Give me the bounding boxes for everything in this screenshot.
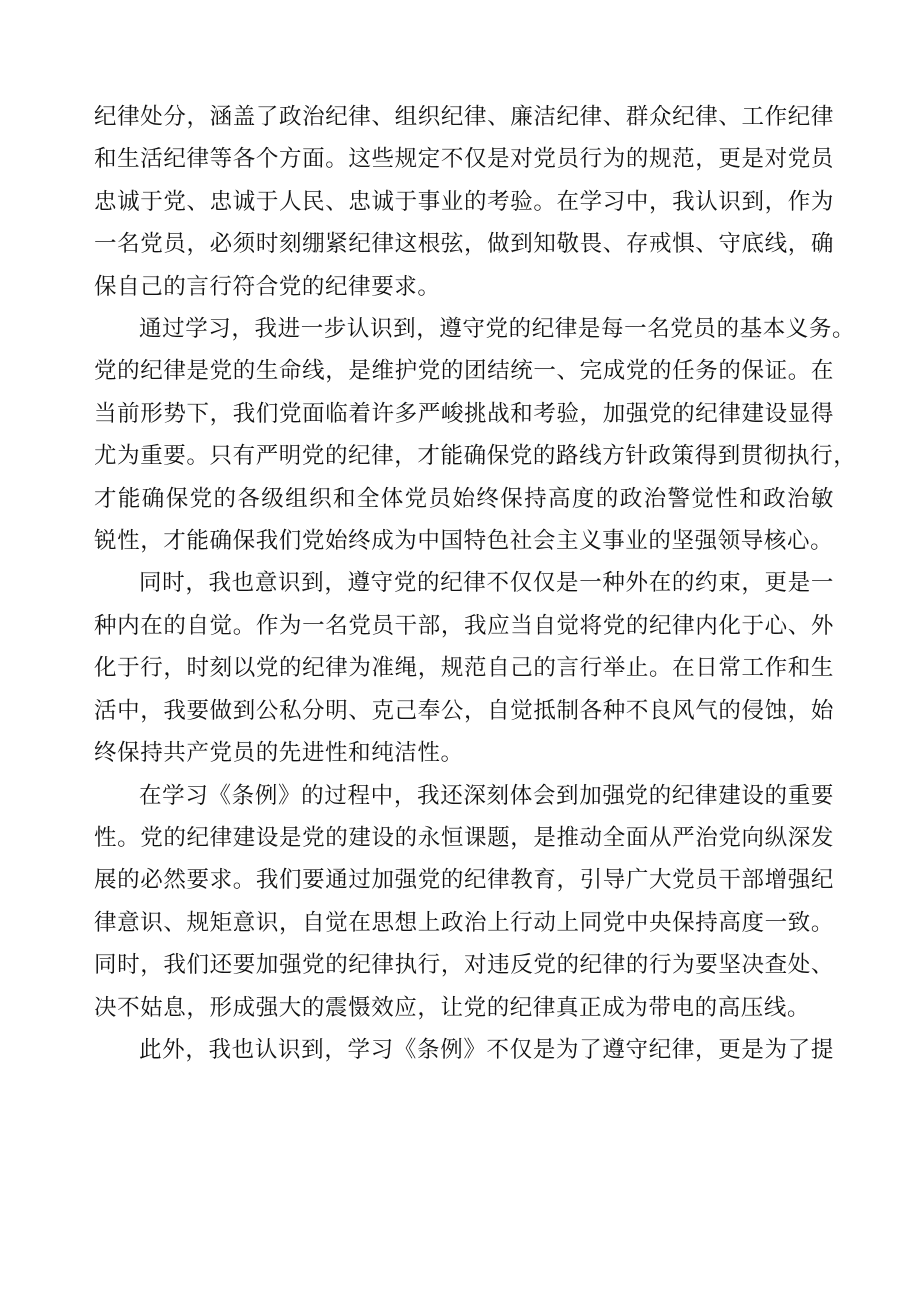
paragraph-1 (94, 96, 834, 308)
text-line: 此外，我也认识到，学习《条例》不仅是为了遵守纪律，更是为了提 (139, 1036, 834, 1063)
text-line: 同时，我们还要加强党的纪律执行，对违反党的纪律的行为要坚决查处、 (94, 952, 834, 979)
text-line: 种内在的自觉。作为一名党员干部，我应当自觉将党的纪律内化于心、外 (94, 612, 834, 639)
text-line: 律意识、规矩意识，自觉在思想上政治上行动上同党中央保持高度一致。 (94, 909, 834, 936)
text-line: 终保持共产党员的先进性和纯洁性。 (94, 740, 464, 767)
text-line: 性。党的纪律建设是党的建设的永恒课题，是推动全面从严治党向纵深发 (94, 824, 834, 851)
text-line: 同时，我也意识到，遵守党的纪律不仅仅是一种外在的约束，更是一 (139, 570, 834, 597)
paragraph-4 (94, 775, 834, 1029)
text-line: 保自己的言行符合党的纪律要求。 (94, 273, 441, 300)
text-line: 展的必然要求。我们要通过加强党的纪律教育，引导广大党员干部增强纪 (94, 867, 834, 894)
text-line: 在学习《条例》的过程中，我还深刻体会到加强党的纪律建设的重要 (139, 782, 834, 809)
text-line: 通过学习，我进一步认识到，遵守党的纪律是每一名党员的基本义务。 (139, 316, 856, 343)
text-line: 党的纪律是党的生命线，是维护党的团结统一、完成党的任务的保证。在 (94, 358, 834, 385)
text-line: 锐性，才能确保我们党始终成为中国特色社会主义事业的坚强领导核心。 (94, 528, 834, 555)
document-body (94, 96, 857, 1071)
text-line: 忠诚于党、忠诚于人民、忠诚于事业的考验。在学习中，我认识到，作为 (94, 188, 834, 215)
paragraph-5 (94, 1029, 834, 1071)
text-line: 尤为重要。只有严明党的纪律，才能确保党的路线方针政策得到贯彻执行， (94, 443, 857, 470)
text-line: 纪律处分，涵盖了政治纪律、组织纪律、廉洁纪律、群众纪律、工作纪律 (94, 104, 834, 130)
text-line: 才能确保党的各级组织和全体党员始终保持高度的政治警觉性和政治敏 (94, 485, 834, 512)
text-line: 决不姑息，形成强大的震慑效应，让党的纪律真正成为带电的高压线。 (94, 994, 811, 1021)
text-line: 当前形势下，我们党面临着许多严峻挑战和考验，加强党的纪律建设显得 (94, 400, 834, 427)
text-line: 和生活纪律等各个方面。这些规定不仅是对党员行为的规范，更是对党员 (94, 146, 834, 173)
paragraph-2 (94, 308, 857, 562)
text-line: 化于行，时刻以党的纪律为准绳，规范自己的言行举止。在日常工作和生 (94, 655, 834, 682)
text-line: 一名党员，必须时刻绷紧纪律这根弦，做到知敬畏、存戒惧、守底线，确 (94, 231, 834, 258)
paragraph-3 (94, 562, 834, 774)
text-line: 活中，我要做到公私分明、克己奉公，自觉抵制各种不良风气的侵蚀，始 (94, 697, 834, 724)
